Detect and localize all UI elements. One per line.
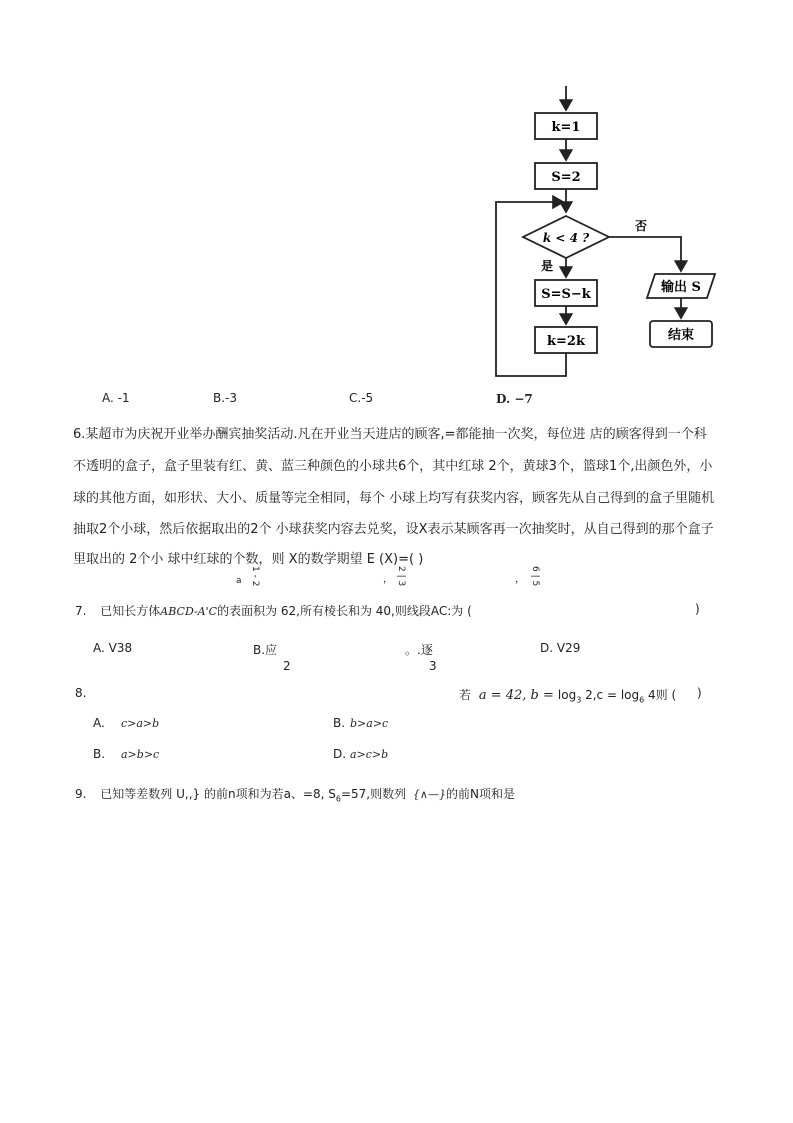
q7-option-c-sub: 3 [429, 659, 437, 673]
q9-text-3: 的前N项和是 [445, 787, 515, 801]
q8-tail: 4则 ( [644, 688, 677, 702]
q8-option-c-label: B. [93, 747, 106, 761]
flowchart [483, 86, 723, 386]
q7-prefix: 已知长方体 [100, 604, 161, 618]
q6-option-c-mark: ， [515, 574, 525, 585]
q6-option-a-mark: a [236, 576, 242, 586]
q6-line-5: 里取出的 2个小 球中红球的个数，则 X的数学期望 E (X)=( ) [73, 552, 424, 567]
q8-log-base-2: 6 [639, 695, 645, 705]
q8-log-base-1: 3 [576, 695, 582, 705]
q8-if: 若 [459, 688, 472, 702]
q6-line-4: 抽取2个小球，然后依据取出的2个 小球获奖内容去兑奖，设X表示某顾客再一次抽奖时，从自己得到的那个盒子 [73, 522, 714, 537]
yes-label: 是 [541, 259, 554, 273]
q9-number: 9. [75, 787, 87, 801]
update-s-label: S=S−k [541, 287, 591, 302]
q6-line-1: 6.某超市为庆祝开业举办酬宾抽奖活动.凡在开业当天进店的顾客,=都能抽一次奖，每位进 店的顾客得到一个科 [73, 427, 707, 442]
q8-option-d-label: D. [333, 747, 347, 761]
q7-option-a: A. V38 [93, 641, 133, 655]
q8-number: 8. [75, 686, 87, 700]
q7-line [75, 602, 472, 619]
q7-solid-name: ABCD-A'C [160, 605, 218, 618]
q8-expr-italic: a = 42, b = [478, 688, 554, 703]
q7-option-c: 。.逐 [405, 643, 433, 657]
q9-sequence: {∧—} [412, 788, 446, 801]
s-init-label: S=2 [551, 170, 581, 185]
q8-option-b: b>a>c [350, 717, 389, 730]
q8-option-a: c>a>b [121, 717, 160, 730]
q9-text-2: =57,则数列 [340, 787, 407, 801]
update-k-label: k=2k [547, 334, 585, 349]
no-branch-line [609, 237, 681, 271]
q8-option-c: a>b>c [121, 748, 160, 761]
q9-sub: 6 [335, 794, 341, 804]
q6-option-c-fraction: 6 | 5 [530, 566, 540, 587]
q7-option-b: B.应 [253, 643, 278, 657]
no-label: 否 [635, 219, 648, 233]
q7-option-d: D. V29 [540, 641, 581, 655]
q8-close-paren: ) [697, 686, 702, 700]
q8-stem [459, 686, 676, 704]
output-label: 输出 S [661, 280, 701, 295]
q8-option-b-label: B. [333, 716, 346, 730]
q6-line-3: 球的其他方面，如形状、大小、质量等完全相同，每个 小球上均写有获奖内容，顾客先从自己得到的盒子里随机 [73, 491, 715, 506]
q5-option-a: A. -1 [102, 391, 130, 405]
q6-option-a-fraction: 1 - 2 [250, 566, 260, 587]
q9-line [75, 785, 515, 803]
q6-option-b-fraction: 2 | 3 [396, 566, 406, 587]
q8-option-a-label: A. [93, 716, 105, 730]
q7-option-b-sub: 2 [283, 659, 291, 673]
q5-option-b: B.-3 [213, 391, 238, 405]
condition-label: k < 4 ? [542, 231, 590, 245]
q7-close-paren: ) [695, 602, 700, 616]
q8-mid: 2,c = log [581, 688, 640, 702]
k-init-label: k=1 [551, 120, 581, 135]
flowchart-diagram [483, 86, 723, 386]
q9-text-1: 已知等差数列 U,,} 的前n项和为若a、=8, S [100, 787, 336, 801]
q7-number: 7. [75, 604, 87, 618]
q8-option-d: a>c>b [350, 748, 389, 761]
q5-option-d: D. −7 [496, 392, 533, 406]
q7-text: 的表面积为 62,所有棱长和为 40,则线段AC:为 ( [217, 604, 472, 618]
q6-option-b-mark: ， [383, 574, 393, 585]
q6-line-2: 不透明的盒子，盒子里装有红、黄、蓝三种颜色的小球共6个，其中红球 2个，黄球3个，篮球1个,出颜色外，小 [73, 459, 713, 474]
q8-log: log [557, 688, 577, 702]
q5-option-c: C.-5 [349, 391, 374, 405]
end-label: 结束 [667, 328, 695, 343]
